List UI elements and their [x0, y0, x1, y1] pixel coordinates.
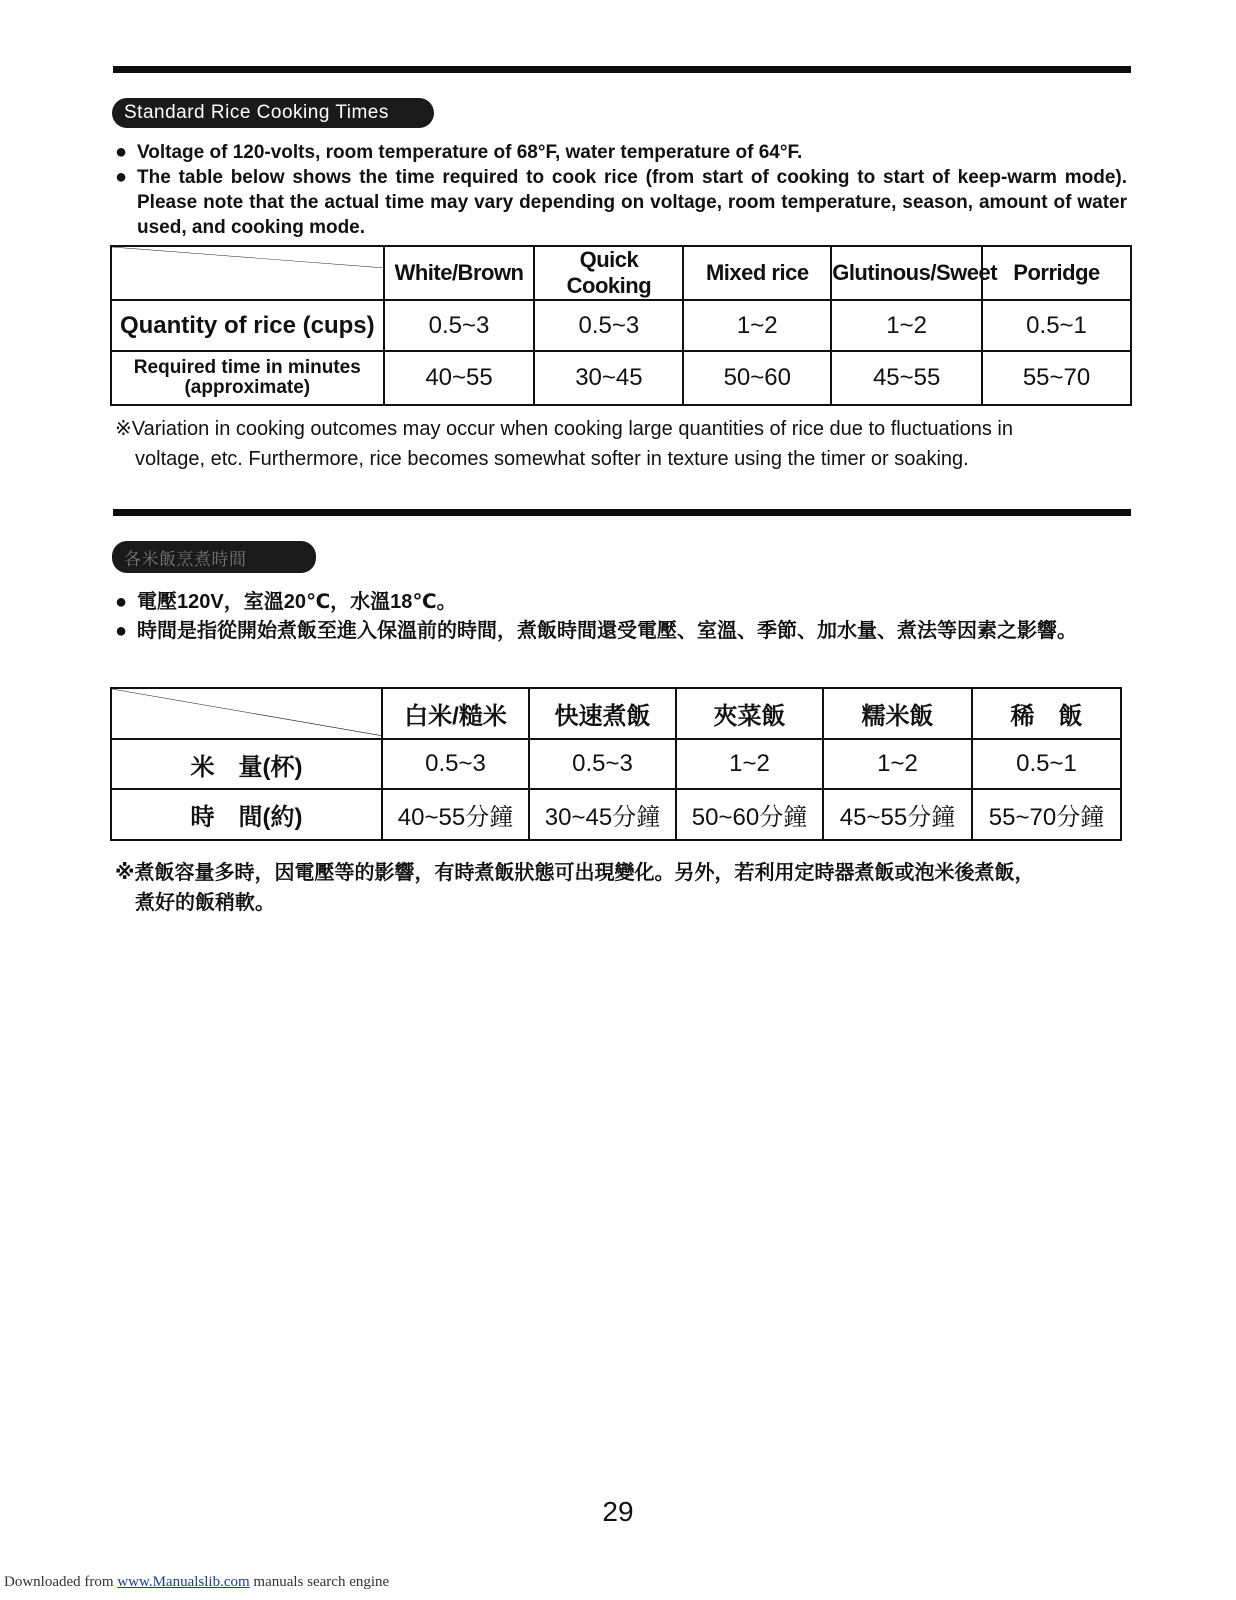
column-header: Glutinous/Sweet [831, 246, 982, 300]
diagonal-line [112, 247, 383, 299]
table-cell: 0.5~3 [384, 300, 535, 351]
table-cell: 1~2 [831, 300, 982, 351]
bullet-dot-icon: ● [115, 141, 128, 163]
english-bullets [115, 140, 1127, 240]
column-header: 夾菜飯 [676, 688, 823, 739]
column-header: 快速煮飯 [529, 688, 676, 739]
table-cell: 0.5~3 [382, 739, 529, 789]
download-footer: Downloaded from www.Manualslib.com manuals search engine [4, 1574, 390, 1590]
table-cell: 1~2 [823, 739, 972, 789]
chinese-cooking-times-table [110, 687, 1122, 841]
table-row [111, 300, 1131, 351]
column-header: 糯米飯 [823, 688, 972, 739]
column-header: Quick Cooking [534, 246, 683, 300]
table-cell: 45~55 [831, 351, 982, 405]
diagonal-line [112, 689, 381, 738]
chinese-bullet-voltage: ● 電壓120V，室溫20℃，水溫18℃。 [115, 588, 1127, 617]
note-line-2: 煮好的飯稍軟。 [135, 892, 275, 914]
table-corner-cell [111, 688, 382, 739]
chinese-note [115, 858, 1115, 918]
table-cell: 30~45 [534, 351, 683, 405]
section-title-english: Standard Rice Cooking Times [112, 98, 434, 128]
table-header-row [111, 688, 1121, 739]
top-rule [113, 66, 1131, 73]
column-header: 稀 飯 [972, 688, 1121, 739]
table-cell: 0.5~1 [972, 739, 1121, 789]
chinese-bullet-time-info: ● 時間是指從開始煮飯至進入保溫前的時間，煮飯時間還受電壓、室溫、季節、加水量、煮法等因素之影響。 [115, 617, 1127, 646]
table-row [111, 351, 1131, 405]
column-header: 白米/糙米 [382, 688, 529, 739]
table-header-row [111, 246, 1131, 300]
english-bullet-table-info: ● The table below shows the time required to cook rice (from start of cooking to start of keep-warm mode). Please note that the actual time may vary depending on voltage, room temperature, season, amount of water used, and cooking mode. [115, 166, 1127, 238]
bullet-dot-icon: ● [115, 166, 128, 188]
note-line-1: ※煮飯容量多時，因電壓等的影響，有時煮飯狀態可出現變化。另外，若利用定時器煮飯或泡米後煮飯， [115, 862, 1035, 884]
table-cell: 50~60分鐘 [676, 789, 823, 840]
english-note [115, 414, 1115, 474]
table-cell: 40~55分鐘 [382, 789, 529, 840]
note-line-1: Variation in cooking outcomes may occur when cooking large quantities of rice due to fluctuations in [131, 418, 1013, 440]
row-label: Quantity of rice (cups) [111, 300, 384, 351]
table-row [111, 789, 1121, 840]
table-cell: 50~60 [683, 351, 831, 405]
note-line-2: voltage, etc. Furthermore, rice becomes somewhat softer in texture using the timer or soaking. [135, 448, 969, 470]
table-cell: 0.5~1 [982, 300, 1131, 351]
column-header: Mixed rice [683, 246, 831, 300]
column-header: White/Brown [384, 246, 535, 300]
section-title-chinese: 各米飯烹煮時間 [112, 541, 316, 573]
middle-rule [113, 509, 1131, 516]
table-corner-cell [111, 246, 384, 300]
table-cell: 0.5~3 [529, 739, 676, 789]
table-cell: 55~70分鐘 [972, 789, 1121, 840]
row-label: Required time in minutes (approximate) [111, 351, 384, 405]
table-cell: 1~2 [683, 300, 831, 351]
page-number: 29 [602, 1496, 634, 1527]
manualslib-link[interactable]: www.Manualslib.com [117, 1574, 250, 1590]
table-cell: 1~2 [676, 739, 823, 789]
english-bullet-voltage: ● Voltage of 120-volts, room temperature of 68°F, water temperature of 64°F. [115, 141, 803, 163]
chinese-bullets [115, 588, 1127, 646]
note-mark: ※ [115, 418, 132, 440]
table-cell: 30~45分鐘 [529, 789, 676, 840]
column-header: Porridge [982, 246, 1131, 300]
row-label: 米 量(杯) [111, 739, 382, 789]
table-cell: 45~55分鐘 [823, 789, 972, 840]
bullet-dot-icon: ● [115, 620, 128, 642]
table-cell: 0.5~3 [534, 300, 683, 351]
english-cooking-times-table [110, 245, 1132, 406]
bullet-dot-icon: ● [115, 591, 128, 613]
table-cell: 40~55 [384, 351, 535, 405]
table-row [111, 739, 1121, 789]
row-label: 時 間(約) [111, 789, 382, 840]
table-cell: 55~70 [982, 351, 1131, 405]
